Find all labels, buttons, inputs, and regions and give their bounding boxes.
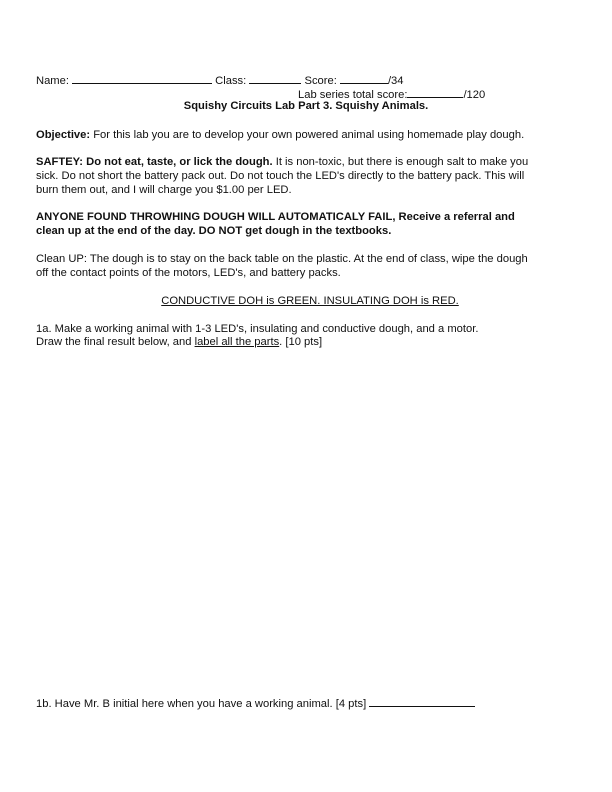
score-field[interactable] xyxy=(340,72,388,84)
task-1b-line xyxy=(36,695,475,711)
safety-bold: SAFTEY: Do not eat, taste, or lick the dough. xyxy=(36,156,273,168)
cleanup-line-2: off the contact points of the motors, LED's, and battery packs. xyxy=(36,267,341,279)
score-total: /34 xyxy=(387,75,404,87)
class-label: Class: xyxy=(215,75,247,87)
drawing-area[interactable] xyxy=(36,355,576,685)
warning-line-2: clean up at the end of the day. DO NOT get dough in the textbooks. xyxy=(36,225,392,237)
lab-series-total: /120 xyxy=(463,89,486,101)
page-title: Squishy Circuits Lab Part 3. Squishy Animals. xyxy=(183,100,429,112)
safety-line-2: sick. Do not short the battery pack out. Do not touch the LED's directly to the battery pack. This will xyxy=(36,170,525,182)
initial-field[interactable] xyxy=(369,695,475,707)
task-1a-underlined: label all the parts xyxy=(194,336,280,348)
task-1a-pre: Draw the final result below, and xyxy=(36,336,195,348)
color-note: CONDUCTIVE DOH is GREEN. INSULATING DOH is RED. xyxy=(161,295,459,307)
warning-line-1: ANYONE FOUND THROWHING DOUGH WILL AUTOMATICALY FAIL, Receive a referral and xyxy=(36,211,515,223)
class-field[interactable] xyxy=(249,72,301,84)
safety-line-1 xyxy=(36,155,528,169)
objective-line xyxy=(36,128,524,142)
name-label: Name: xyxy=(36,75,69,87)
lab-series-field[interactable] xyxy=(407,86,463,98)
task-1a-post: . [10 pts] xyxy=(279,336,323,348)
objective-text: For this lab you are to develop your own powered animal using homemade play dough. xyxy=(90,129,525,141)
task-1a-line-1: 1a. Make a working animal with 1-3 LED's, insulating and conductive dough, and a motor. xyxy=(36,323,479,335)
safety-line1-rest: It is non-toxic, but there is enough salt to make you xyxy=(272,156,529,168)
name-field[interactable] xyxy=(72,72,212,84)
score-label: Score: xyxy=(304,75,337,87)
task-1a-line-2 xyxy=(36,335,322,349)
task-1b-text: 1b. Have Mr. B initial here when you have a working animal. [4 pts] xyxy=(36,698,370,710)
objective-label: Objective: xyxy=(36,129,91,141)
safety-line-3: burn them out, and I will charge you $1.00 per LED. xyxy=(36,184,292,196)
cleanup-line-1: Clean UP: The dough is to stay on the back table on the plastic. At the end of class, wipe the dough xyxy=(36,253,528,265)
lab-series-label: Lab series total score: xyxy=(298,89,408,101)
